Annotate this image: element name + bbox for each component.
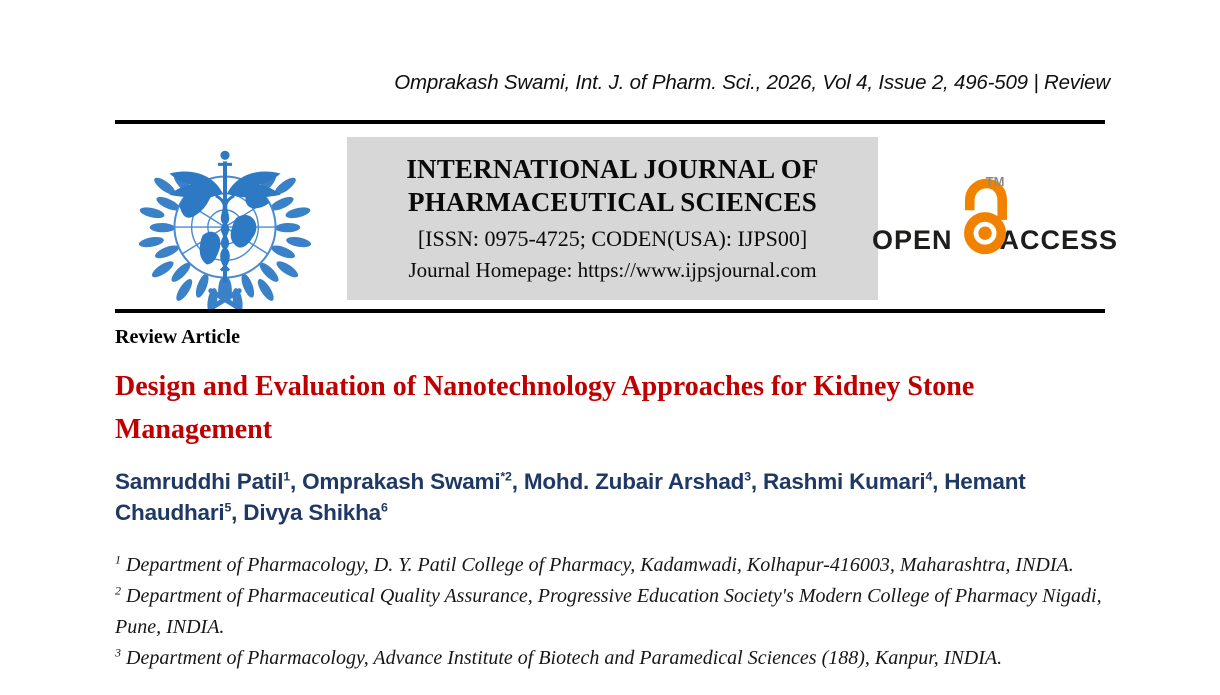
bottom-rule [115,309,1105,313]
journal-masthead-box [347,137,878,300]
journal-emblem [118,131,332,315]
homepage-label: Journal Homepage: [408,258,578,282]
top-rule [115,120,1105,124]
trademark-label: TM [985,174,1005,189]
journal-homepage-line [408,256,816,284]
open-access-lock-icon [955,172,1005,268]
open-access-logo [872,158,1118,268]
running-header: Omprakash Swami, Int. J. of Pharm. Sci., 2026, Vol 4, Issue 2, 496-509 | Review [394,71,1110,94]
affiliation-item: $^3$ Department of Pharmacology, Advance Institute of Biotech and Paramedical Sciences (188), Kanpur, INDIA. [115,645,1003,669]
affiliation-item: $^1$ Department of Pharmacology, D. Y. Patil College of Pharmacy, Kadamwadi, Kolhapur-416003, Maharashtra, INDIA. [115,552,1074,576]
who-caduceus-globe-emblem-icon [118,131,332,315]
issn-coden-line: [ISSN: 0975-4725; CODEN(USA): IJPS00] [417,226,808,251]
journal-title-line1: INTERNATIONAL JOURNAL OF [406,154,819,184]
affiliation-item: $^2$ Department of Pharmaceutical Quality Assurance, Progressive Education Society's Modern College of Pharmacy Nigadi, Pune, INDIA. [115,583,1102,638]
homepage-url-link[interactable]: https://www.ijpsjournal.com [577,258,817,282]
open-access-access-label: ACCESS [999,225,1118,255]
author-list: Samruddhi Patil$^1$, Omprakash Swami$^{*2}$, Mohd. Zubair Arshad$^3$, Rashmi Kumari$^4$, Hemant Chaudhari$^5$, Divya Shikha$^6$ [115,469,1026,525]
journal-title-line2: PHARMACEUTICAL SCIENCES [408,187,817,217]
affiliation-list [115,550,1115,674]
open-access-open-label: OPEN [872,225,953,255]
article-type-label: Review Article [115,326,240,348]
article-title: Design and Evaluation of Nanotechnology Approaches for Kidney Stone Management [115,371,975,445]
